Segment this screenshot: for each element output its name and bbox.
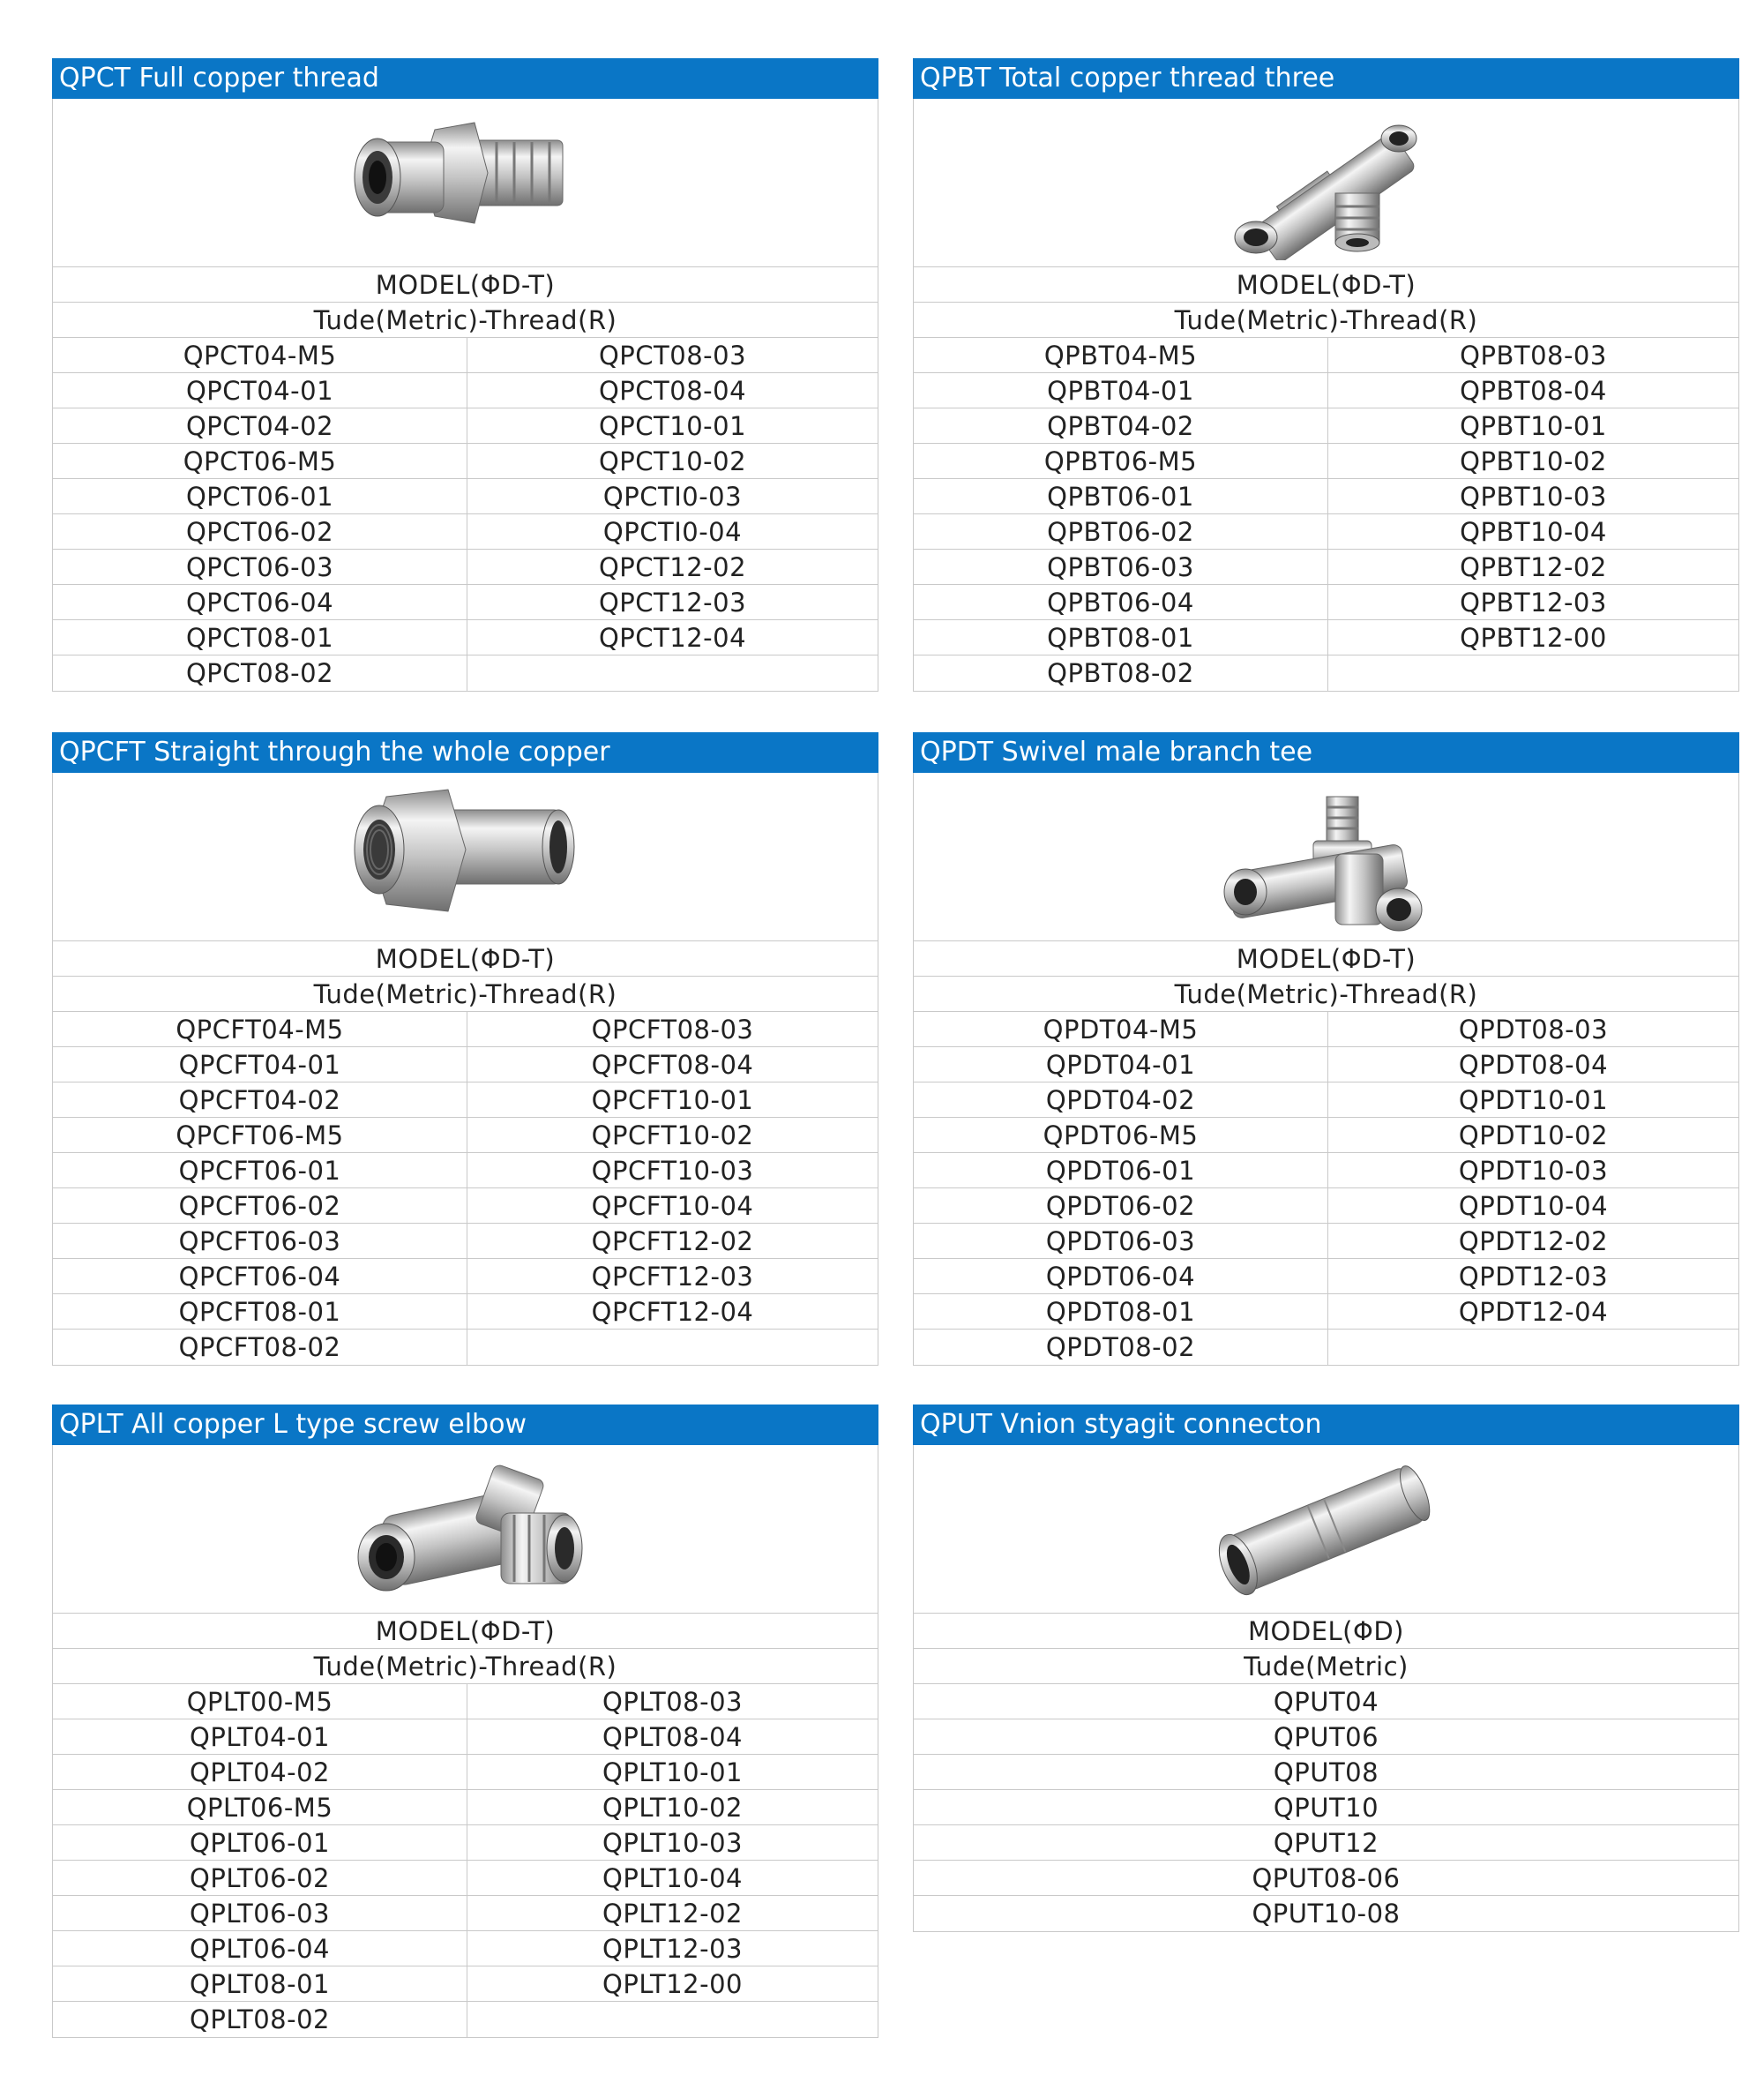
model-cell: QPDT06-M5 — [914, 1118, 1328, 1152]
table-row — [914, 1082, 1738, 1118]
model-cell — [467, 1330, 878, 1365]
model-cell: QPBT06-M5 — [914, 444, 1328, 478]
branch-tee-fitting-icon — [1194, 105, 1459, 260]
model-cell: QPBT08-01 — [914, 620, 1328, 655]
model-cell — [1328, 655, 1738, 691]
table-row — [914, 1153, 1738, 1188]
model-cell: QPCT08-04 — [598, 376, 747, 406]
table-row — [53, 1082, 878, 1118]
table-row — [914, 1719, 1738, 1755]
table-row — [914, 479, 1738, 514]
model-cell: QPCT08-01 — [53, 620, 467, 655]
product-image-cell — [53, 773, 878, 941]
table-row — [914, 620, 1738, 655]
model-cell: QPBT08-03 — [1460, 341, 1607, 371]
model-cell: QPDT10-01 — [1458, 1085, 1609, 1115]
table-row — [53, 1684, 878, 1719]
table-row — [53, 1931, 878, 1966]
model-cell: QPBT06-01 — [914, 479, 1328, 513]
table-row — [53, 550, 878, 585]
table-row — [914, 1790, 1738, 1825]
model-cell: QPDT12-04 — [1458, 1297, 1609, 1327]
model-cell: QPCT10-01 — [598, 411, 747, 441]
table-row — [53, 1188, 878, 1224]
model-cell: QPCT04-01 — [53, 373, 467, 408]
model-cell: QPCFT10-01 — [591, 1085, 754, 1115]
table-row — [914, 1825, 1738, 1861]
model-cell: QPUT08-06 — [1252, 1863, 1401, 1893]
tube-thread-header: Tude(Metric)-Thread(R) — [313, 305, 617, 335]
model-cell: QPLT08-02 — [53, 2002, 467, 2037]
model-cell: QPBT06-02 — [914, 514, 1328, 549]
table-row — [914, 1755, 1738, 1790]
product-image-cell — [914, 99, 1738, 267]
model-cell: QPCT06-03 — [53, 550, 467, 584]
table-row — [914, 1224, 1738, 1259]
model-cell: QPCT04-02 — [53, 408, 467, 443]
elbow-fitting-icon — [333, 1451, 598, 1607]
model-cell: QPLT12-02 — [602, 1899, 743, 1929]
model-cell: QPCT06-M5 — [53, 444, 467, 478]
model-cell: QPBT04-M5 — [914, 338, 1328, 372]
panel-qpbt — [913, 58, 1739, 692]
product-image-cell — [53, 99, 878, 267]
table-row — [53, 1966, 878, 2002]
model-cell: QPUT06 — [1273, 1722, 1379, 1752]
model-cell: QPCFT06-02 — [53, 1188, 467, 1223]
table-row — [53, 620, 878, 655]
table-row — [914, 444, 1738, 479]
model-cell: QPCFT08-03 — [591, 1015, 754, 1045]
model-cell: QPUT10 — [1273, 1793, 1379, 1823]
model-header: MODEL(ΦD-T) — [375, 944, 556, 974]
model-cell: QPDT06-01 — [914, 1153, 1328, 1187]
model-table — [913, 99, 1739, 692]
model-cell: QPBT10-02 — [1460, 446, 1607, 476]
table-row — [53, 1825, 878, 1861]
model-cell: QPLT08-01 — [53, 1966, 467, 2001]
model-cell: QPBT12-02 — [1460, 552, 1607, 582]
model-cell: QPDT10-02 — [1458, 1120, 1609, 1150]
model-cell: QPCT04-M5 — [53, 338, 467, 372]
model-cell: QPCFT12-02 — [591, 1226, 754, 1256]
table-row — [53, 514, 878, 550]
model-cell: QPCFT06-04 — [53, 1259, 467, 1293]
model-cell — [467, 655, 878, 691]
table-row — [53, 1118, 878, 1153]
model-cell: QPCFT10-03 — [591, 1156, 754, 1186]
model-cell: QPDT10-03 — [1458, 1156, 1609, 1186]
model-cell: QPDT04-02 — [914, 1082, 1328, 1117]
model-cell: QPCFT06-01 — [53, 1153, 467, 1187]
model-cell: QPDT04-M5 — [914, 1012, 1328, 1046]
model-cell: QPCT06-04 — [53, 585, 467, 619]
table-row — [53, 1755, 878, 1790]
model-cell: QPLT10-04 — [602, 1863, 743, 1893]
model-cell: QPLT04-02 — [53, 1755, 467, 1789]
table-row — [914, 1047, 1738, 1082]
model-cell: QPDT08-04 — [1458, 1050, 1609, 1080]
table-row — [53, 585, 878, 620]
table-row — [53, 1790, 878, 1825]
model-header: MODEL(ΦD-T) — [375, 1616, 556, 1646]
table-row — [53, 479, 878, 514]
table-row — [914, 1294, 1738, 1330]
model-cell: QPCT12-02 — [598, 552, 747, 582]
table-row — [914, 338, 1738, 373]
table-row — [53, 1861, 878, 1896]
panel-qpcft — [52, 732, 878, 1366]
model-cell: QPCT06-01 — [53, 479, 467, 513]
table-row — [53, 1330, 878, 1365]
model-cell: QPCT12-03 — [598, 588, 747, 618]
model-cell: QPBT10-04 — [1460, 517, 1607, 547]
model-cell: QPLT12-03 — [602, 1934, 743, 1964]
model-cell: QPCFT08-02 — [53, 1330, 467, 1365]
model-cell: QPUT12 — [1273, 1828, 1379, 1858]
model-cell: QPLT10-03 — [602, 1828, 743, 1858]
model-header: MODEL(ΦD-T) — [375, 270, 556, 300]
panel-qpct — [52, 58, 878, 692]
tube-thread-header: Tude(Metric)-Thread(R) — [1174, 305, 1478, 335]
model-cell: QPCFT08-01 — [53, 1294, 467, 1329]
model-header: MODEL(ΦD-T) — [1236, 944, 1416, 974]
table-row — [914, 655, 1738, 691]
table-row — [53, 655, 878, 691]
table-row — [914, 1684, 1738, 1719]
model-cell: QPBT04-02 — [914, 408, 1328, 443]
table-row — [53, 1259, 878, 1294]
model-cell: QPDT06-02 — [914, 1188, 1328, 1223]
panel-title: QPCFT Straight through the whole copper — [52, 732, 878, 773]
model-cell: QPBT08-04 — [1460, 376, 1607, 406]
model-cell: QPDT04-01 — [914, 1047, 1328, 1082]
model-cell: QPLT10-02 — [602, 1793, 743, 1823]
model-cell: QPBT12-03 — [1460, 588, 1607, 618]
table-row — [914, 1861, 1738, 1896]
model-table — [52, 773, 878, 1366]
swivel-tee-fitting-icon — [1194, 779, 1459, 934]
model-cell — [1328, 1330, 1738, 1365]
product-image-cell — [914, 773, 1738, 941]
panel-qput — [913, 1405, 1739, 1932]
table-row — [53, 408, 878, 444]
table-row — [53, 1012, 878, 1047]
model-cell: QPUT08 — [1273, 1757, 1379, 1787]
model-cell: QPDT06-03 — [914, 1224, 1328, 1258]
model-cell: QPBT10-01 — [1460, 411, 1607, 441]
model-cell — [467, 2002, 878, 2037]
model-cell: QPCFT06-M5 — [53, 1118, 467, 1152]
table-row — [914, 1330, 1738, 1365]
table-row — [53, 1153, 878, 1188]
model-cell: QPLT04-01 — [53, 1719, 467, 1754]
model-cell: QPBT10-03 — [1460, 482, 1607, 512]
model-cell: QPCT12-04 — [598, 623, 747, 653]
table-row — [53, 338, 878, 373]
model-cell: QPLT06-03 — [53, 1896, 467, 1930]
table-row — [53, 1224, 878, 1259]
model-table — [52, 99, 878, 692]
model-cell: QPLT08-04 — [602, 1722, 743, 1752]
model-cell: QPCTI0-04 — [602, 517, 743, 547]
straight-female-fitting-icon — [333, 779, 598, 934]
table-row — [53, 2002, 878, 2037]
model-cell: QPBT06-04 — [914, 585, 1328, 619]
model-cell: QPBT06-03 — [914, 550, 1328, 584]
model-cell: QPBT04-01 — [914, 373, 1328, 408]
product-image-cell — [914, 1445, 1738, 1614]
model-cell: QPCT08-03 — [598, 341, 747, 371]
table-row — [914, 1896, 1738, 1931]
model-cell: QPCFT12-03 — [591, 1262, 754, 1292]
table-row — [914, 1259, 1738, 1294]
model-cell: QPLT08-03 — [602, 1687, 743, 1717]
model-cell: QPCFT10-04 — [591, 1191, 754, 1221]
model-cell: QPLT10-01 — [602, 1757, 743, 1787]
model-cell: QPCT10-02 — [598, 446, 747, 476]
panel-title: QPCT Full copper thread — [52, 58, 878, 99]
model-cell: QPCFT04-02 — [53, 1082, 467, 1117]
model-cell: QPDT06-04 — [914, 1259, 1328, 1293]
model-cell: QPCFT12-04 — [591, 1297, 754, 1327]
table-row — [914, 1118, 1738, 1153]
model-cell: QPLT06-04 — [53, 1931, 467, 1966]
table-row — [914, 514, 1738, 550]
model-cell: QPLT06-01 — [53, 1825, 467, 1860]
table-row — [914, 1012, 1738, 1047]
table-row — [914, 585, 1738, 620]
model-cell: QPDT10-04 — [1458, 1191, 1609, 1221]
panel-qplt — [52, 1405, 878, 2038]
table-row — [53, 1294, 878, 1330]
model-cell: QPDT12-03 — [1458, 1262, 1609, 1292]
model-cell: QPLT12-00 — [602, 1969, 743, 1999]
model-table — [52, 1445, 878, 2038]
table-row — [914, 1188, 1738, 1224]
panel-title: QPBT Total copper thread three — [913, 58, 1739, 99]
union-straight-fitting-icon — [1194, 1451, 1459, 1607]
model-cell: QPUT04 — [1273, 1687, 1379, 1717]
model-cell: QPLT06-M5 — [53, 1790, 467, 1824]
table-row — [53, 444, 878, 479]
model-header: MODEL(ΦD-T) — [1236, 270, 1416, 300]
model-cell: QPBT12-00 — [1460, 623, 1607, 653]
tube-header: Tude(Metric) — [1244, 1652, 1409, 1682]
model-cell: QPDT08-02 — [914, 1330, 1328, 1365]
model-cell: QPDT08-01 — [914, 1294, 1328, 1329]
model-cell: QPCFT06-03 — [53, 1224, 467, 1258]
panel-title: QPUT Vnion styagit connecton — [913, 1405, 1739, 1445]
panel-title: QPLT All copper L type screw elbow — [52, 1405, 878, 1445]
table-row — [53, 1719, 878, 1755]
model-cell: QPUT10-08 — [1252, 1899, 1401, 1929]
model-cell: QPCTI0-03 — [602, 482, 743, 512]
model-cell: QPDT08-03 — [1458, 1015, 1609, 1045]
panel-qpdt — [913, 732, 1739, 1366]
model-cell: QPBT08-02 — [914, 655, 1328, 691]
model-table — [913, 1445, 1739, 1932]
model-table — [913, 773, 1739, 1366]
table-row — [53, 373, 878, 408]
model-cell: QPLT00-M5 — [53, 1684, 467, 1719]
model-cell: QPDT12-02 — [1458, 1226, 1609, 1256]
straight-male-fitting-icon — [333, 105, 598, 260]
table-row — [53, 1896, 878, 1931]
model-cell: QPCFT08-04 — [591, 1050, 754, 1080]
tube-thread-header: Tude(Metric)-Thread(R) — [1174, 979, 1478, 1009]
table-row — [914, 408, 1738, 444]
model-cell: QPCFT04-M5 — [53, 1012, 467, 1046]
model-cell: QPCT08-02 — [53, 655, 467, 691]
table-row — [914, 373, 1738, 408]
table-row — [914, 550, 1738, 585]
model-cell: QPCFT10-02 — [591, 1120, 754, 1150]
panel-title: QPDT Swivel male branch tee — [913, 732, 1739, 773]
model-cell: QPCT06-02 — [53, 514, 467, 549]
model-cell: QPLT06-02 — [53, 1861, 467, 1895]
table-row — [53, 1047, 878, 1082]
tube-thread-header: Tude(Metric)-Thread(R) — [313, 1652, 617, 1682]
product-image-cell — [53, 1445, 878, 1614]
model-cell: QPCFT04-01 — [53, 1047, 467, 1082]
model-header: MODEL(ΦD) — [1248, 1616, 1404, 1646]
tube-thread-header: Tude(Metric)-Thread(R) — [313, 979, 617, 1009]
